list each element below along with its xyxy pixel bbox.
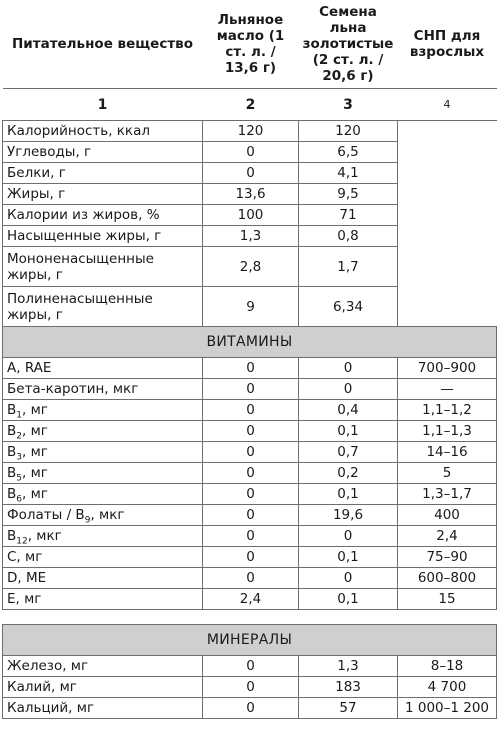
table-row	[3, 379, 497, 400]
column-number-4: 4	[398, 89, 497, 121]
flax-seeds-value: 71	[299, 205, 398, 226]
nutrient-name	[3, 442, 203, 463]
flax-oil-value: 0	[203, 568, 299, 589]
flax-seeds-value: 1,7	[299, 247, 398, 287]
rda-value: 2,4	[398, 526, 497, 547]
flax-seeds-value: 0,4	[299, 400, 398, 421]
nutrient-name	[3, 421, 203, 442]
flax-oil-value: 0	[203, 442, 299, 463]
rda-value: 400	[398, 505, 497, 526]
flax-seeds-value: 6,5	[299, 142, 398, 163]
flax-seeds-value: 0,1	[299, 547, 398, 568]
flax-seeds-value: 120	[299, 121, 398, 142]
vitamins-section	[3, 327, 497, 358]
spacer-cell	[3, 610, 497, 625]
nutrient-name: Углеводы, г	[3, 142, 203, 163]
flax-oil-value: 120	[203, 121, 299, 142]
rda-value: 1,1–1,3	[398, 421, 497, 442]
nutrient-name-unit: , мг	[22, 465, 48, 481]
flax-oil-value: 0	[203, 163, 299, 184]
table-row	[3, 656, 497, 677]
table-row	[3, 358, 497, 379]
nutrient-name: Калорийность, ккал	[3, 121, 203, 142]
flax-seeds-value: 183	[299, 677, 398, 698]
table-row	[3, 568, 497, 589]
flax-oil-value: 0	[203, 698, 299, 719]
column-number-3: 3	[299, 89, 398, 121]
nutrient-name-unit: , мг	[22, 402, 48, 418]
column-number-1: 1	[3, 89, 203, 121]
flax-seeds-value: 6,34	[299, 287, 398, 327]
flax-seeds-value: 0,2	[299, 463, 398, 484]
rda-value: 600–800	[398, 568, 497, 589]
flax-oil-value: 13,6	[203, 184, 299, 205]
flax-oil-value: 0	[203, 400, 299, 421]
header-nutrient: Питательное вещество	[3, 0, 203, 89]
nutrient-name-main: B	[7, 402, 17, 418]
flax-seeds-value: 0,7	[299, 442, 398, 463]
table-row	[3, 484, 497, 505]
nutrient-name-unit: , мкг	[27, 528, 62, 544]
flax-oil-value: 0	[203, 505, 299, 526]
rda-value: 14–16	[398, 442, 497, 463]
flax-oil-value: 9	[203, 287, 299, 327]
rda-value: 1,3–1,7	[398, 484, 497, 505]
nutrient-name	[3, 484, 203, 505]
nutrient-name-main: B	[7, 528, 17, 544]
header-rda: СНП для взрослых	[398, 0, 497, 89]
flax-oil-value: 1,3	[203, 226, 299, 247]
table-row	[3, 121, 497, 142]
minerals-section	[3, 625, 497, 656]
nutrient-name: Полиненасыщенные жиры, г	[3, 287, 203, 327]
nutrient-name: A, RAE	[3, 358, 203, 379]
flax-seeds-value: 0	[299, 568, 398, 589]
nutrient-name: Мононенасыщенные жиры, г	[3, 247, 203, 287]
flax-seeds-value: 19,6	[299, 505, 398, 526]
nutrient-name-main: Фолаты / B	[7, 507, 85, 523]
flax-oil-value: 2,4	[203, 589, 299, 610]
nutrient-name: D, МЕ	[3, 568, 203, 589]
rda-value: 15	[398, 589, 497, 610]
nutrient-name: Калории из жиров, %	[3, 205, 203, 226]
flax-seeds-value: 0,8	[299, 226, 398, 247]
column-numbers-row	[3, 89, 497, 121]
table-row	[3, 526, 497, 547]
nutrient-name-unit: , мг	[22, 486, 48, 502]
nutrient-name-main: B	[7, 444, 17, 460]
nutrient-name: Жиры, г	[3, 184, 203, 205]
nutrient-name: C, мг	[3, 547, 203, 568]
flax-oil-value: 0	[203, 463, 299, 484]
flax-oil-value: 0	[203, 547, 299, 568]
flax-oil-value: 0	[203, 379, 299, 400]
nutrient-name: Калий, мг	[3, 677, 203, 698]
table-row	[3, 698, 497, 719]
nutrient-name-subscript: 6	[16, 494, 22, 505]
nutrient-name	[3, 400, 203, 421]
rda-value: 75–90	[398, 547, 497, 568]
flax-seeds-value: 4,1	[299, 163, 398, 184]
nutrient-name-main: B	[7, 423, 17, 439]
flax-seeds-value: 9,5	[299, 184, 398, 205]
flax-seeds-value: 0	[299, 379, 398, 400]
nutrient-name-unit: , мг	[22, 423, 48, 439]
flax-oil-value: 0	[203, 421, 299, 442]
column-number-2: 2	[203, 89, 299, 121]
flax-seeds-value: 0,1	[299, 484, 398, 505]
nutrition-table	[2, 0, 497, 719]
nutrient-name: E, мг	[3, 589, 203, 610]
flax-oil-value: 0	[203, 526, 299, 547]
flax-oil-value: 0	[203, 677, 299, 698]
flax-oil-value: 100	[203, 205, 299, 226]
flax-oil-value: 0	[203, 142, 299, 163]
table-row	[3, 677, 497, 698]
nutrient-name-subscript: 2	[16, 431, 22, 442]
nutrient-name: Кальций, мг	[3, 698, 203, 719]
nutrient-name: Насыщенные жиры, г	[3, 226, 203, 247]
flax-seeds-value: 0,1	[299, 589, 398, 610]
nutrient-name: Белки, г	[3, 163, 203, 184]
table-row	[3, 421, 497, 442]
header-flax-oil: Льняное масло (1 ст. л. / 13,6 г)	[203, 0, 299, 89]
rda-value: 1 000–1 200	[398, 698, 497, 719]
flax-seeds-value: 57	[299, 698, 398, 719]
rda-value: —	[398, 379, 497, 400]
rda-value: 4 700	[398, 677, 497, 698]
section-spacer	[3, 610, 497, 625]
table-row	[3, 589, 497, 610]
rda-value: 5	[398, 463, 497, 484]
nutrient-name-subscript: 5	[16, 473, 22, 484]
table-row	[3, 400, 497, 421]
rda-blank-cell	[398, 121, 497, 327]
rda-value: 700–900	[398, 358, 497, 379]
flax-seeds-value: 1,3	[299, 656, 398, 677]
nutrient-name-subscript: 12	[16, 536, 28, 547]
minerals-section-title: МИНЕРАЛЫ	[3, 625, 497, 656]
table-row	[3, 547, 497, 568]
rda-value: 8–18	[398, 656, 497, 677]
nutrient-name: Бета-каротин, мкг	[3, 379, 203, 400]
flax-seeds-value: 0	[299, 358, 398, 379]
nutrient-name-unit: , мг	[22, 444, 48, 460]
nutrient-name-main: B	[7, 465, 17, 481]
nutrient-name	[3, 463, 203, 484]
nutrient-name	[3, 505, 203, 526]
flax-oil-value: 0	[203, 358, 299, 379]
flax-seeds-value: 0	[299, 526, 398, 547]
flax-seeds-value: 0,1	[299, 421, 398, 442]
vitamins-section-title: ВИТАМИНЫ	[3, 327, 497, 358]
table-row	[3, 463, 497, 484]
flax-oil-value: 0	[203, 656, 299, 677]
header-row	[3, 0, 497, 89]
flax-oil-value: 2,8	[203, 247, 299, 287]
nutrient-name-subscript: 1	[16, 410, 22, 421]
nutrient-name	[3, 526, 203, 547]
rda-value: 1,1–1,2	[398, 400, 497, 421]
flax-oil-value: 0	[203, 484, 299, 505]
nutrient-name-unit: , мкг	[90, 507, 125, 523]
nutrient-name-subscript: 9	[84, 515, 91, 526]
nutrient-name: Железо, мг	[3, 656, 203, 677]
nutrient-name-main: B	[7, 486, 17, 502]
table-row	[3, 505, 497, 526]
header-flax-seeds: Семена льна золотистые (2 ст. л. / 20,6 г)	[299, 0, 398, 89]
nutrient-name-subscript: 3	[16, 452, 22, 463]
table-row	[3, 442, 497, 463]
